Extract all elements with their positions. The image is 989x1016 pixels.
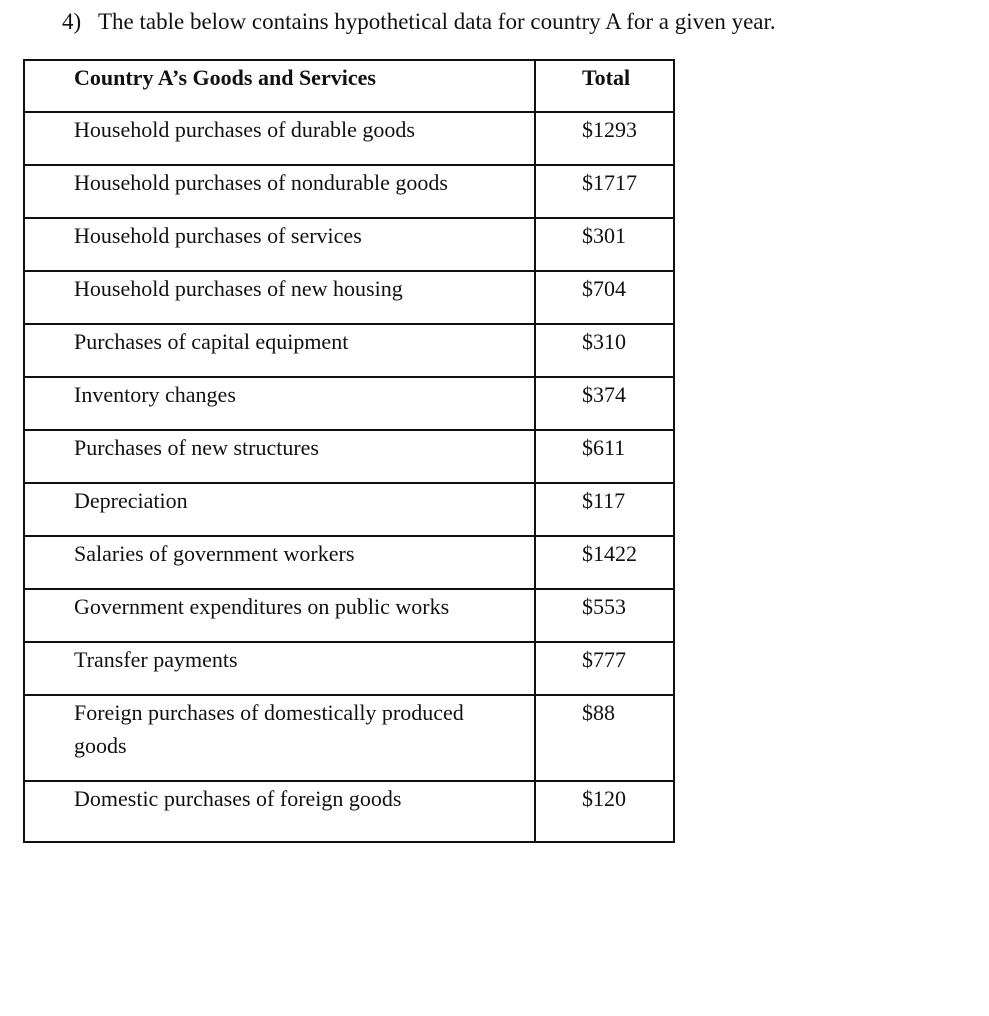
row-label-cell [24, 781, 535, 842]
row-label-cell [24, 483, 535, 536]
table-row [24, 324, 674, 377]
row-value: $611 [582, 435, 626, 460]
table-row [24, 781, 674, 842]
table-row [24, 536, 674, 589]
row-value-cell [535, 781, 674, 842]
row-value: $1717 [582, 170, 637, 195]
row-value-cell [535, 377, 674, 430]
row-label: Transfer payments [74, 647, 238, 672]
row-value-cell [535, 165, 674, 218]
question-text [62, 8, 776, 36]
table-row [24, 377, 674, 430]
row-value: $1293 [582, 117, 637, 142]
row-value: $117 [582, 488, 626, 513]
row-label: Household purchases of nondurable goods [74, 170, 448, 195]
header-total [535, 60, 674, 112]
row-value: $120 [582, 786, 626, 811]
row-value-cell [535, 695, 674, 781]
table-row [24, 695, 674, 781]
row-value-cell [535, 218, 674, 271]
row-label: Domestic purchases of foreign goods [74, 786, 402, 811]
row-label-cell [24, 218, 535, 271]
question-prompt: The table below contains hypothetical data for country A for a given year. [98, 9, 776, 34]
row-value: $301 [582, 223, 626, 248]
table-row [24, 430, 674, 483]
header-goods-services [24, 60, 535, 112]
row-label-cell [24, 324, 535, 377]
row-value: $310 [582, 329, 626, 354]
table-row [24, 483, 674, 536]
row-label: Purchases of new structures [74, 435, 319, 460]
row-value-cell [535, 271, 674, 324]
row-label-cell [24, 642, 535, 695]
row-label-cell [24, 112, 535, 165]
header-goods-services-label: Country A’s Goods and Services [74, 65, 376, 90]
row-value: $553 [582, 594, 626, 619]
row-value: $374 [582, 382, 626, 407]
row-label: Purchases of capital equipment [74, 329, 349, 354]
row-label-cell [24, 271, 535, 324]
row-label: Household purchases of new housing [74, 276, 403, 301]
row-value: $1422 [582, 541, 637, 566]
table-row [24, 589, 674, 642]
gdp-data-table [23, 59, 675, 843]
row-label: Household purchases of services [74, 223, 362, 248]
row-label-cell [24, 695, 535, 781]
question-number: 4) [62, 9, 82, 34]
row-label: Inventory changes [74, 382, 236, 407]
row-value-cell [535, 483, 674, 536]
row-value: $88 [582, 700, 615, 725]
row-value-cell [535, 430, 674, 483]
row-value: $704 [582, 276, 626, 301]
row-value-cell [535, 536, 674, 589]
row-label: Foreign purchases of domestically produced goods [74, 700, 464, 758]
row-label-cell [24, 377, 535, 430]
row-label-cell [24, 165, 535, 218]
table-row [24, 271, 674, 324]
row-label-cell [24, 536, 535, 589]
row-label: Government expenditures on public works [74, 594, 450, 619]
row-label: Depreciation [74, 488, 188, 513]
row-value-cell [535, 324, 674, 377]
row-value-cell [535, 642, 674, 695]
row-value-cell [535, 112, 674, 165]
table-row [24, 642, 674, 695]
table-row [24, 112, 674, 165]
row-label-cell [24, 430, 535, 483]
row-value: $777 [582, 647, 626, 672]
row-value-cell [535, 589, 674, 642]
row-label: Salaries of government workers [74, 541, 355, 566]
header-total-label: Total [582, 65, 631, 90]
table-row [24, 218, 674, 271]
table-header-row [24, 60, 674, 112]
row-label-cell [24, 589, 535, 642]
table-row [24, 165, 674, 218]
row-label: Household purchases of durable goods [74, 117, 415, 142]
